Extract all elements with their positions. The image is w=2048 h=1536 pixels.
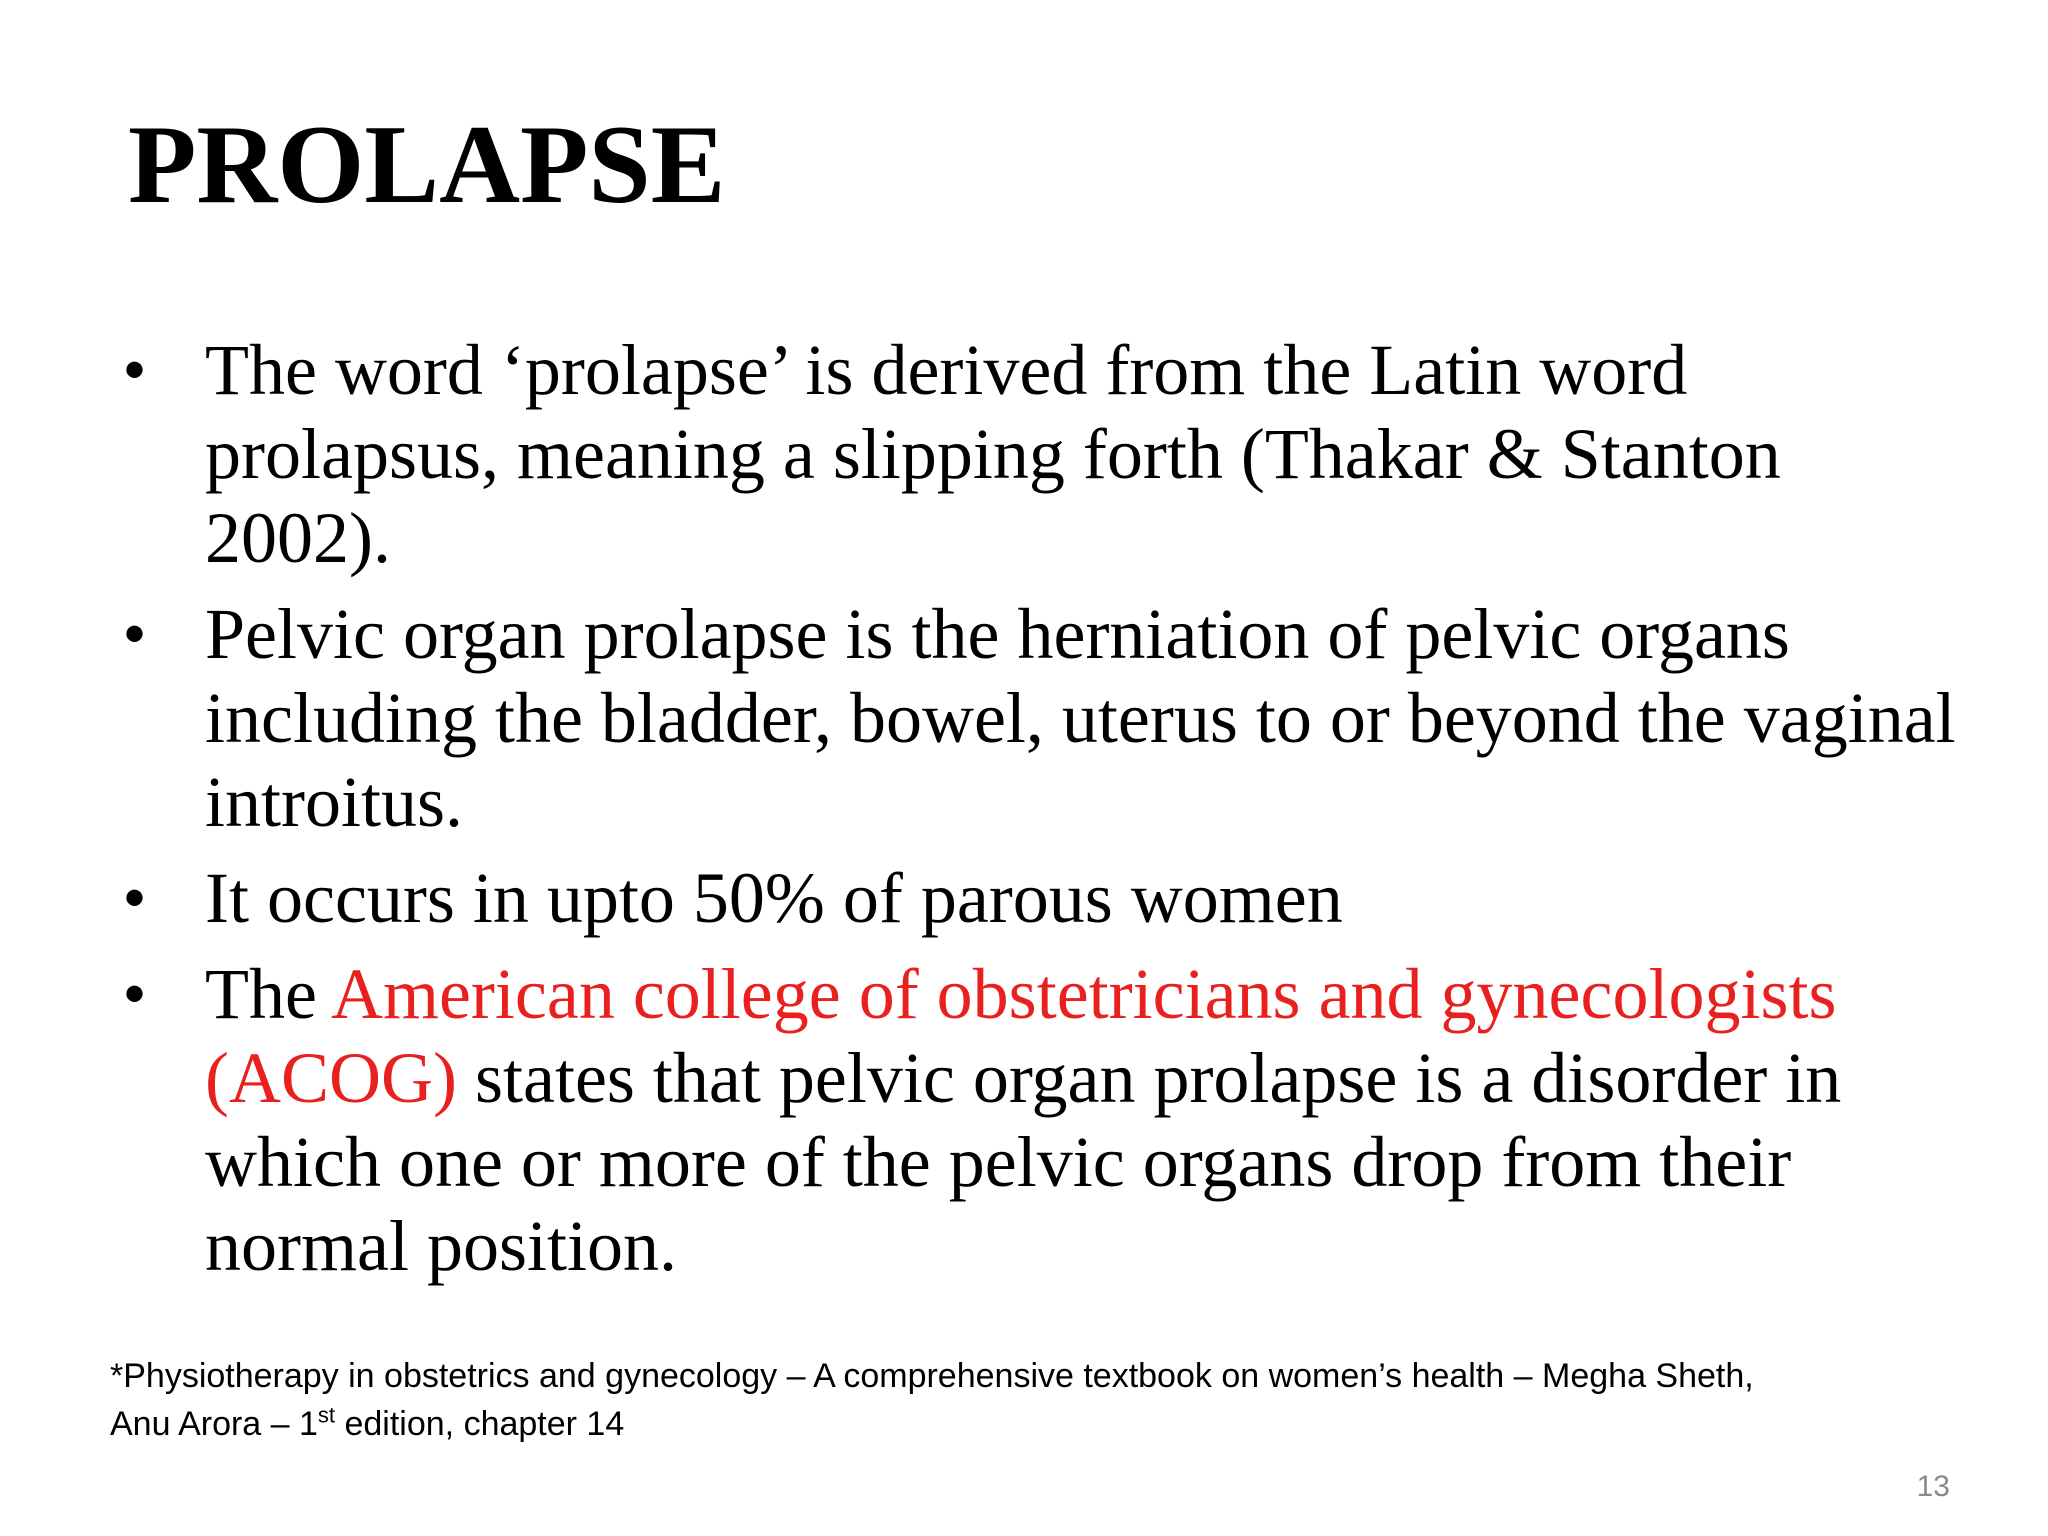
bullet-text: The word ‘prolapse’ is derived from the Latin word prolapsus, meaning a slipping forth (Thakar & Stanton 2002). [205,330,1781,578]
bullet-list [122,328,1982,1300]
acog-highlight: American college of obstetricians and gynecologists (ACOG) [205,954,1837,1118]
bullet-item [122,856,1982,940]
bullet-marker: • [124,864,146,931]
reference-superscript: st [317,1402,336,1428]
reference-line-2 [110,1400,1930,1448]
reference-citation [110,1352,1930,1448]
reference-line-2-prefix: Anu Arora – 1 [110,1405,318,1443]
bullet-marker: • [124,600,146,667]
page-number: 13 [1916,1470,1950,1503]
slide-title: PROLAPSE [128,103,726,227]
bullet-text-prefix: The [205,954,331,1034]
reference-line-2-suffix: edition, chapter 14 [335,1405,625,1443]
reference-line-1: *Physiotherapy in obstetrics and gynecology – A comprehensive textbook on women’s health – Megha Sheth, [110,1357,1754,1395]
bullet-item [122,952,1982,1288]
bullet-marker: • [124,960,146,1027]
bullet-item [122,328,1982,580]
bullet-text-suffix: states that pelvic organ prolapse is a disorder in which one or more of the pelvic organs drop from their normal position. [205,1038,1842,1286]
bullet-text: It occurs in upto 50% of parous women [205,858,1343,938]
bullet-item [122,592,1982,844]
bullet-marker: • [124,336,146,403]
bullet-text: Pelvic organ prolapse is the herniation of pelvic organs including the bladder, bowel, uterus to or beyond the vaginal introitus. [205,594,1956,842]
